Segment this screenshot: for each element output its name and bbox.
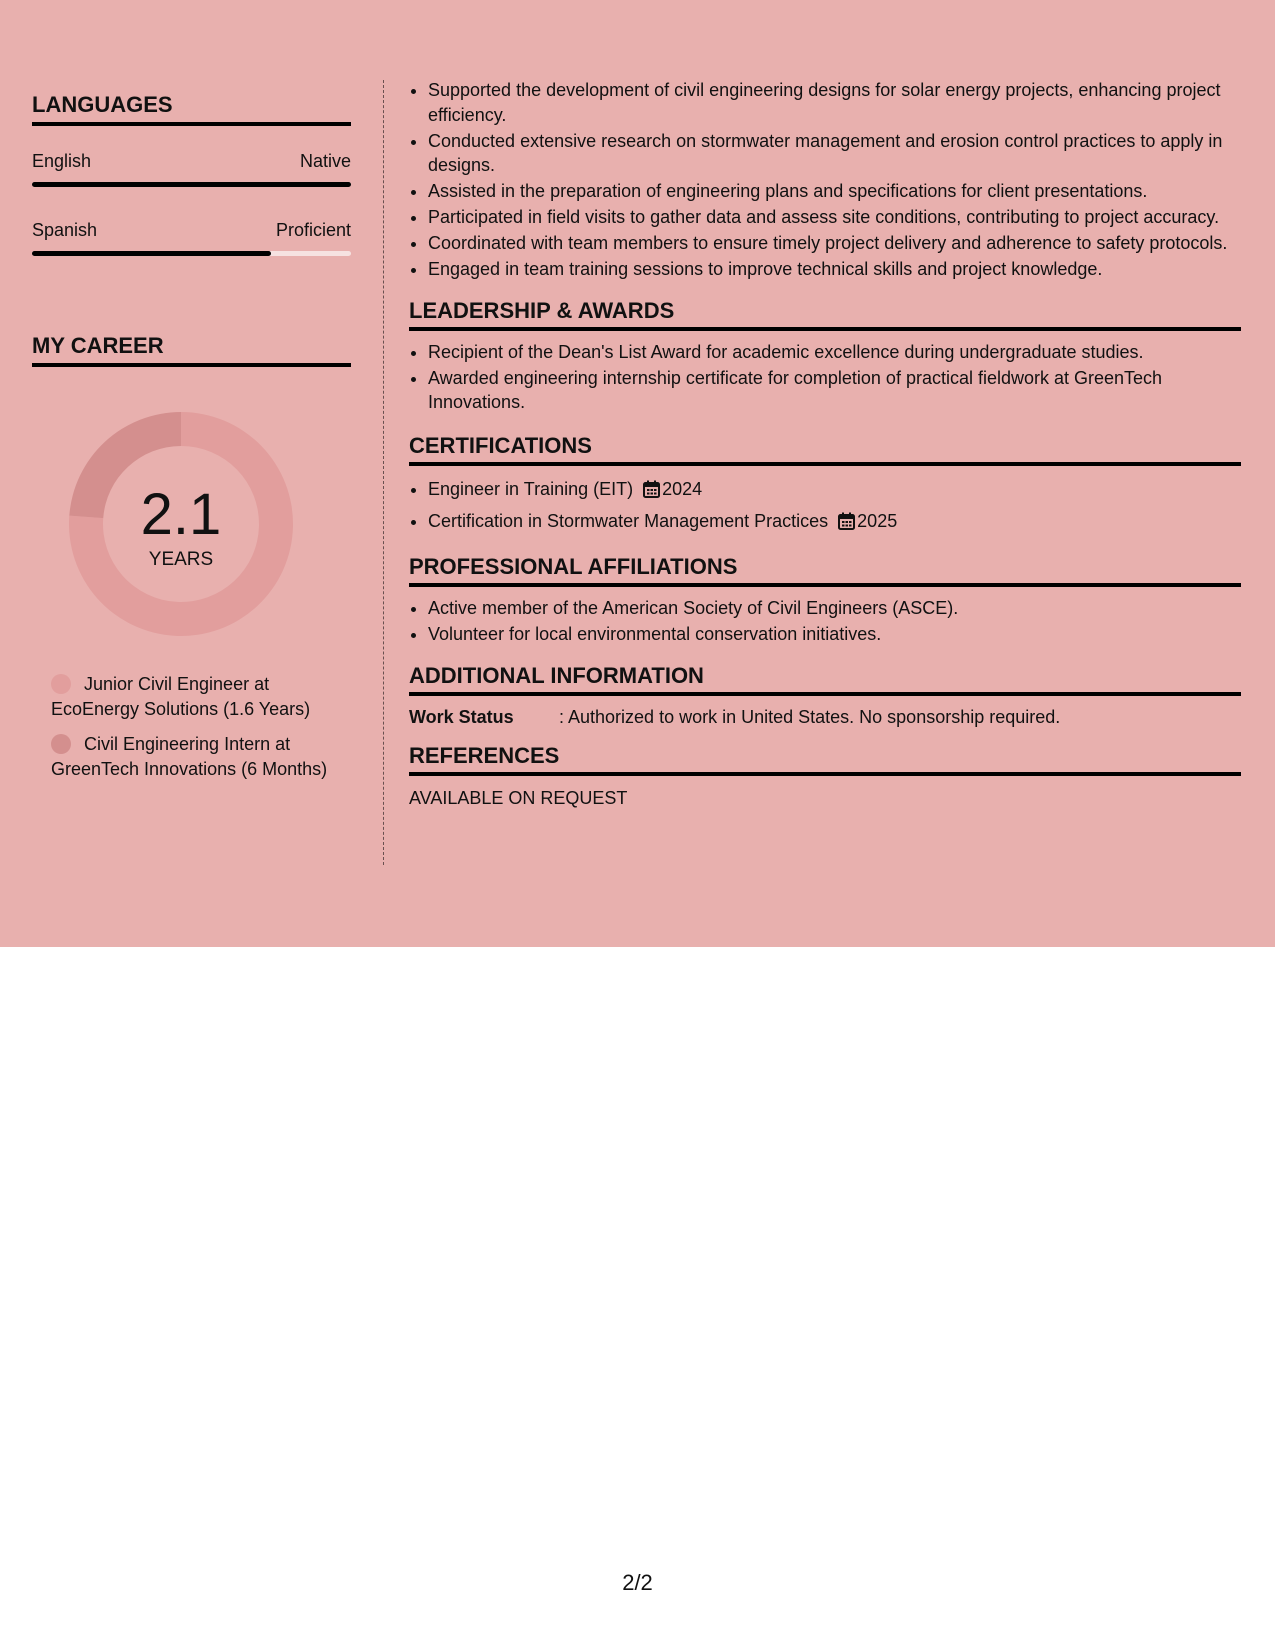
- list-item: • Active member of the American Society of Civil Engineers (ASCE).: [428, 596, 1241, 621]
- affiliations-section: [409, 554, 1241, 647]
- language-name: Spanish: [32, 220, 98, 240]
- calendar-icon: [838, 510, 855, 538]
- list-item: • Coordinated with team members to ensure timely project delivery and adherence to safety protocols.: [428, 231, 1241, 256]
- list-item: • Participated in field visits to gather data and assess site conditions, contributing to project accuracy.: [428, 205, 1241, 230]
- list-item: • Volunteer for local environmental conservation initiatives.: [428, 622, 1241, 647]
- work-status-row: [409, 705, 1241, 729]
- legend-dot-icon: [51, 674, 71, 694]
- column-divider: [383, 80, 384, 865]
- work-status-value: : Authorized to work in United States. No sponsorship required.: [559, 706, 1061, 727]
- list-item: [428, 475, 1241, 506]
- section-heading: LEADERSHIP & AWARDS: [409, 298, 1241, 331]
- leadership-section: [409, 298, 1241, 415]
- calendar-icon: [643, 478, 660, 506]
- section-heading: REFERENCES: [409, 743, 1241, 776]
- career-legend-item: [51, 732, 351, 782]
- language-level: Native: [299, 151, 351, 171]
- language-entry: [32, 219, 351, 256]
- language-entry: [32, 150, 351, 187]
- certification-year: 2024: [662, 478, 703, 499]
- language-level: Proficient: [275, 220, 351, 240]
- career-heading: MY CAREER: [32, 333, 351, 367]
- right-column: [409, 78, 1241, 810]
- certification-year: 2025: [857, 511, 898, 531]
- career-total-unit: YEARS: [148, 549, 214, 570]
- language-level-bar: [32, 251, 351, 256]
- language-level-fill: [32, 182, 351, 187]
- certifications-section: [409, 433, 1241, 539]
- references-text: AVAILABLE ON REQUEST: [409, 787, 628, 808]
- certification-name: Engineer in Training (EIT): [428, 478, 634, 499]
- legend-dot-icon: [51, 734, 71, 754]
- language-name: English: [32, 151, 92, 171]
- career-total-value: 2.1: [140, 482, 222, 547]
- page-number: 2/2: [622, 1570, 653, 1595]
- languages-heading: LANGUAGES: [32, 92, 351, 126]
- section-heading: PROFESSIONAL AFFILIATIONS: [409, 554, 1241, 587]
- career-legend-label: Junior Civil Engineer at EcoEnergy Solutions (1.6 Years): [51, 674, 311, 719]
- career-legend-label: Civil Engineering Intern at GreenTech Innovations (6 Months): [51, 734, 328, 779]
- language-level-bar: [32, 182, 351, 187]
- list-item: • Awarded engineering internship certificate for completion of practical fieldwork at GreenTech Innovations.: [428, 366, 1241, 415]
- list-item: • Conducted extensive research on stormwater management and erosion control practices to apply in designs.: [428, 129, 1241, 178]
- language-level-fill: [32, 251, 271, 256]
- experience-list: [409, 78, 1241, 282]
- certification-name: Certification in Stormwater Management Practices: [428, 511, 829, 531]
- list-item: • Assisted in the preparation of engineering plans and specifications for client presentations.: [428, 179, 1241, 204]
- left-column: [32, 92, 351, 792]
- section-heading: ADDITIONAL INFORMATION: [409, 663, 1241, 696]
- section-heading: CERTIFICATIONS: [409, 433, 1241, 466]
- additional-info-section: [409, 663, 1241, 729]
- list-item: [428, 507, 1241, 538]
- list-item: • Engaged in team training sessions to improve technical skills and project knowledge.: [428, 257, 1241, 282]
- career-legend: [51, 672, 351, 782]
- career-donut-chart: [66, 409, 296, 639]
- list-item: • Recipient of the Dean's List Award for academic excellence during undergraduate studies.: [428, 340, 1241, 365]
- list-item: • Supported the development of civil engineering designs for solar energy projects, enhancing project efficiency.: [428, 78, 1241, 127]
- career-legend-item: [51, 672, 351, 722]
- work-status-label: Work Status: [409, 706, 514, 727]
- references-section: [409, 743, 1241, 810]
